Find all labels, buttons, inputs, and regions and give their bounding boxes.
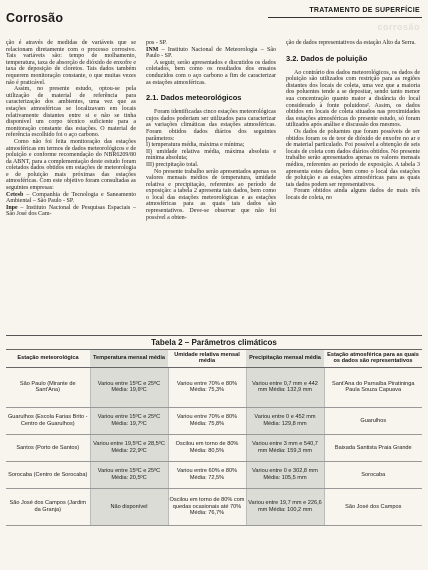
table-cell: Variou entre 15ºC e 25ºC Média: 19,7ºC — [90, 407, 168, 434]
table-row — [6, 488, 422, 525]
table-header-row — [6, 350, 422, 368]
table-cell: São José dos Campos — [324, 488, 422, 525]
column-header: Estação meteorológica — [6, 350, 90, 368]
table-cell: Sorocaba — [324, 461, 422, 488]
list-item: II) umidade relativa média, máxima absoluta e mínima absoluta; — [146, 148, 276, 162]
table-cell: Variou entre 15ºC e 25ºC Média: 20,5ºC — [90, 461, 168, 488]
table-cell: Oscilou em torno de 80% Média: 80,5% — [168, 434, 246, 461]
text-column-2 — [146, 40, 276, 221]
list-item: III) precipitação total. — [146, 161, 199, 168]
paragraph: ção de dados representativos da estação Alto da Serra. — [286, 40, 416, 46]
paragraph: Foram obtidos ainda alguns dados de mais três locais de coleta, no — [286, 188, 420, 201]
table-row — [6, 407, 422, 434]
paragraph: Como não foi feita monitoração das estações atmosféricas em termos de dados meteorológicos e de poluição e conforme recomendação do NBR6209/80 da ABNT, para a complementação deste estudo foram coletados dados obtidos em estações de meteorologia e de poluição mais próximas das estações atmosféricas. Com este objetivo foram consultadas as seguintes empresas: — [6, 138, 136, 192]
table-row — [6, 461, 422, 488]
column-header: Precipitação mensal média — [246, 350, 324, 368]
table-cell: Variou entre 70% e 80% Média: 75,3% — [168, 367, 246, 407]
org-name: Cetesb — [6, 191, 24, 198]
table-cell: Variou entre 70% e 80% Média: 75,8% — [168, 407, 246, 434]
list-item: I) temperatura média, máxima e mínima; — [146, 142, 245, 149]
table-cell: Variou entre 19,5ºC e 28,5ºC Média: 22,9ºC — [90, 434, 168, 461]
paragraph: ção é através de medidas de variáveis que se relacionam diretamente com o processo corrosivo. Tais variáveis são: tempo de molhamento, temperatura, taxa de absorção de dióxido de enxofre e taxa de deposição de cloretos. Tais dados também requerem monitoração constante, o que muitas vezes não é praticável. — [6, 40, 136, 86]
page-header — [0, 0, 428, 34]
table-cell: São Paulo (Mirante de Sant'Ana) — [6, 367, 90, 407]
column-header: Umidade relativa mensal média — [168, 350, 246, 368]
paragraph: Foram identificadas cinco estações meteorológicas cujos dados poderiam ser utilizados para caracterizar as variações climáticas das estações atmosféricas. Foram obtidos dados diários dos seguintes parâmetros: — [146, 109, 276, 142]
section-heading: 3.2. Dados de poluição — [286, 53, 368, 63]
table-cell: Variou entre 19,7 mm e 226,6 mm Média: 100,2 mm — [246, 488, 324, 525]
table-cell: Variou entre 0,7 mm e 442 mm Média: 132,9 mm — [246, 367, 324, 407]
column-header: Estação atmosférica para as quais os dados são representativos — [324, 350, 422, 368]
header-rule — [268, 17, 422, 18]
table-cell: Variou entre 60% e 80% Média: 72,5% — [168, 461, 246, 488]
magazine-brand: Corrosão — [6, 11, 64, 25]
paragraph: No presente trabalho serão apresentados apenas os valores mensais médios de temperatura, umidade relativa e precipitação, referentes ao período de exposição: a tabela 2 apresenta tais dados, bem como o local das estações meteorológicas e as estações atmosféricas para as quais tais dados são representativos. Deve-se observar que não foi possível a obten- — [146, 168, 276, 221]
table-cell: Santos (Porto de Santos) — [6, 434, 90, 461]
org-description: – Instituto Nacional de Pesquisas Espaciais – São José dos Cam- — [6, 204, 136, 218]
table-cell: Guarulhos — [324, 407, 422, 434]
table-cell: São José dos Campos (Jardim da Granja) — [6, 488, 90, 525]
table-cell: Variou entre 3 mm e 540,7 mm Média: 159,3 mm — [246, 434, 324, 461]
table-cell: Baixada Santista Praia Grande — [324, 434, 422, 461]
table-row — [6, 434, 422, 461]
paragraph: A seguir, serão apresentados e discutidos os dados coletados, bem como os resultados dos ensaios conduzidos com o aço carbono a fim de caracterizar as estações atmosféricas. — [146, 59, 276, 86]
org-description: – Companhia de Tecnologia e Saneamento Ambiental – São Paulo - SP. — [6, 191, 136, 205]
table-cell: Oscilou em torno de 80% com quedas ocasionais até 70% Média: 76,7% — [168, 488, 246, 525]
paragraph: Ao contrário dos dados meteorológicos, os dados de poluição são utilizados com restrição para as regiões distantes dos locais de coleta, uma vez que a maioria dos poluentes tende a se depositar, sendo tanto menor sua concentração quanto maior a distância do local considerado à fonte poluidora². Assim, os dados obtidos em locais de coleta situados nas proximidades das estações atmosféricas do presente estudo, só foram utilizados após análise e discussão dos mesmos. — [286, 69, 420, 129]
table-cell: Sant'Ana do Parnaíba Piratininga Paula Souza Capuava — [324, 367, 422, 407]
paragraph — [6, 205, 136, 218]
section-heading: 2.1. Dados meteorológicos — [146, 93, 242, 103]
org-description: – Instituto Nacional de Meteorologia – São Paulo - SP. — [146, 46, 276, 60]
ghost-brand-watermark: corrosão — [377, 22, 420, 32]
table-cell: Variou entre 0 e 302,8 mm Média: 105,5 mm — [246, 461, 324, 488]
column-header: Temperatura mensal média — [90, 350, 168, 368]
table-title: Tabela 2 – Parâmetros climáticos — [6, 335, 422, 347]
table-cell: Variou entre 15ºC e 25ºC Média: 19,6ºC — [90, 367, 168, 407]
paragraph: Os dados de poluentes que foram possíveis de ser obtidos foram os de teor de dióxido de enxofre no ar e de material particulado. Foi possível a obtenção de seis locais de coleta com dados diários obtidos. No presente trabalho serão apresentados apenas os valores mensais médios, referentes ao período de exposição. A tabela 3 apresenta estes dados, bem como o local das estações de poluição e as estações atmosféricas para as quais tais dados podem ser representativos. — [286, 128, 420, 188]
paragraph — [146, 47, 276, 60]
text-column-1 — [6, 40, 136, 218]
climate-table — [6, 349, 422, 526]
org-name: Inpe — [6, 204, 18, 211]
table-row — [6, 367, 422, 407]
org-name: INM — [146, 46, 159, 53]
table-cell: Não disponível — [90, 488, 168, 525]
paragraph — [6, 192, 136, 205]
table-cell: Guarulhos (Escola Farias Brito - Centro de Guarulhos) — [6, 407, 90, 434]
paragraph: Assim, no presente estudo, optou-se pela utilização de material de referência para caracterização dos ambientes, uma vez que as estações atmosféricas se localizavam em locais relativamente distantes entre si e não se tinha disponível um corpo técnico suficiente para a monitoração constante das estações. O material de referência escolhido foi o aço carbono. — [6, 86, 136, 139]
table-cell: Variou entre 0 e 452 mm Média: 129,8 mm — [246, 407, 324, 434]
text-column-3 — [286, 40, 420, 201]
table-cell: Sorocaba (Centro de Sorocaba) — [6, 461, 90, 488]
section-title: TRATAMENTO DE SUPERFÍCIE — [309, 7, 420, 14]
paragraph: pos - SP. — [146, 40, 167, 46]
